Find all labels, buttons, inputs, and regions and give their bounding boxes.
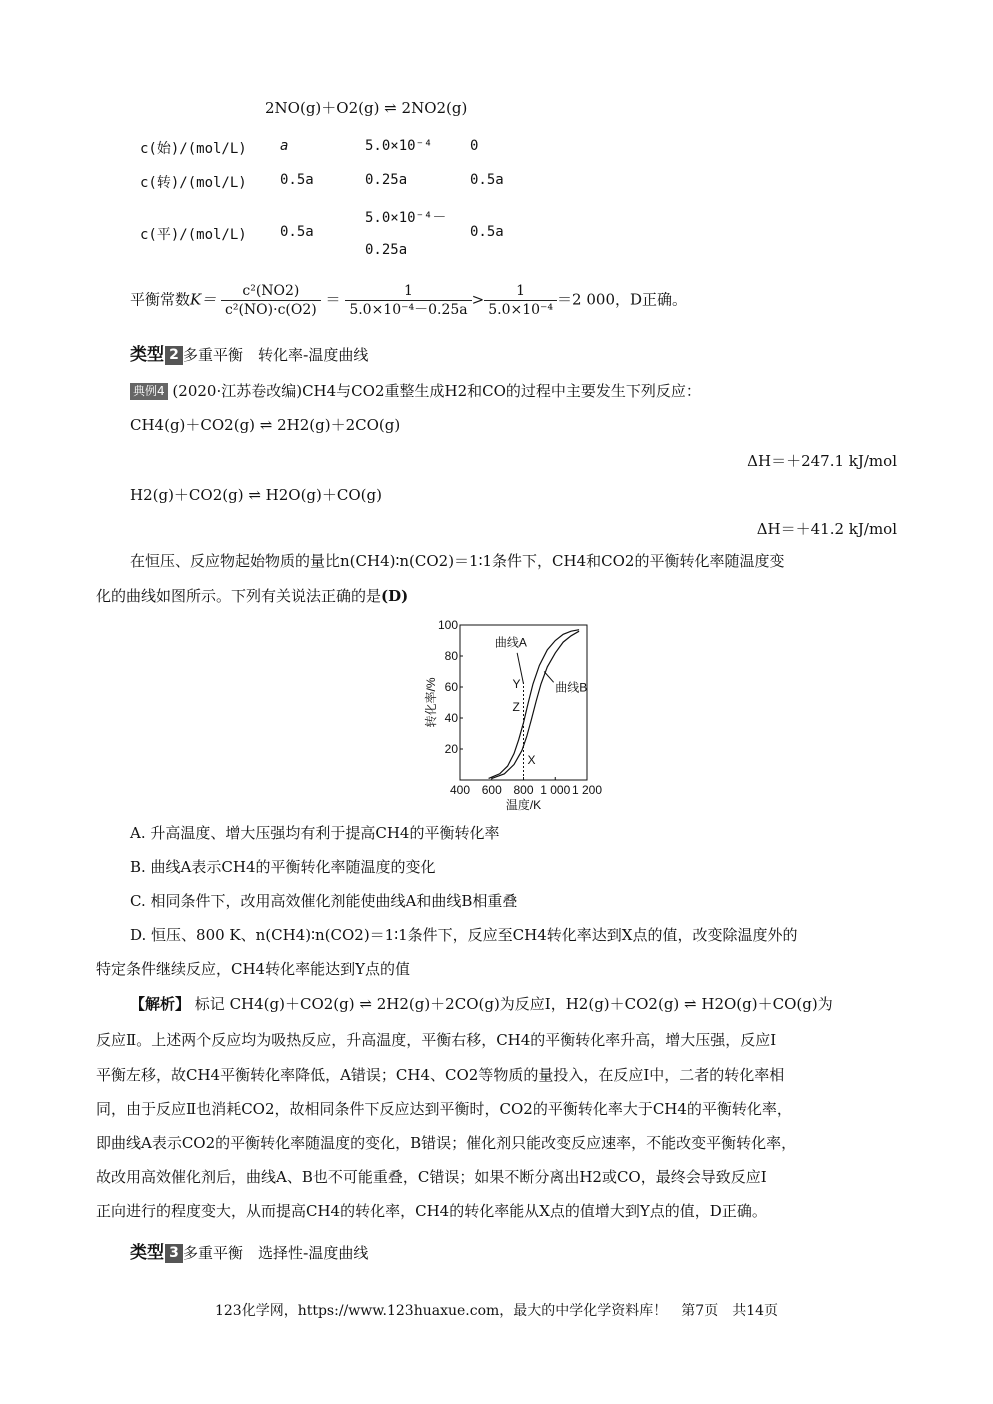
- row-equilibrium-label: c(平)/(mol/L): [140, 227, 247, 243]
- point-label-x: X: [527, 752, 536, 767]
- k-suffix: ＝2 000，D正确。: [557, 290, 688, 309]
- reaction-1: CH4(g)＋CO2(g) ⇌ 2H2(g)＋2CO(g): [130, 416, 401, 434]
- row-initial-c1: a: [280, 138, 289, 154]
- greater-sign: >: [471, 290, 485, 309]
- option-d-line-1: D. 恒压、800 K、n(CH4)∶n(CO2)＝1∶1条件下，反应至CH4转化率达到X点的值，改变除温度外的: [130, 926, 798, 944]
- type2-heading: [130, 340, 368, 366]
- chart-marks: [489, 630, 588, 780]
- fraction-2: [345, 282, 471, 319]
- y-tick-label: 80: [444, 649, 458, 663]
- answer-label: (D): [381, 587, 409, 605]
- series-label-b: 曲线B: [555, 680, 588, 695]
- stem-text: 化的曲线如图所示。下列有关说法正确的是: [96, 587, 382, 605]
- k-prefix: 平衡常数: [130, 290, 191, 309]
- delta-h-2: ΔH＝＋41.2 kJ/mol: [756, 520, 897, 538]
- x-tick-label: 1 000: [540, 783, 571, 797]
- k-expression: [130, 282, 687, 319]
- example4-intro: (2020·江苏卷改编)CH4与CO2重整生成H2和CO的过程中主要发生下列反应：: [172, 382, 701, 400]
- row-change-label: c(转)/(mol/L): [140, 175, 247, 191]
- option-b: B. 曲线A表示CH4的平衡转化率随温度的变化: [130, 858, 436, 876]
- analysis-line-6: 故改用高效催化剂后，曲线A、B也不可能重叠，C错误；如果不断分离出H2或CO，最终会导致反应Ⅰ: [96, 1168, 767, 1186]
- page-footer: 123化学网，https://www.123huaxue.com，最大的中学化学资料库！ 第7页 共14页: [214, 1303, 779, 1319]
- y-tick-label: 40: [444, 711, 458, 725]
- analysis-line-7: 正向进行的程度变大，从而提高CH4的转化率，CH4的转化率能从X点的值增大到Y点的值，D正确。: [96, 1202, 767, 1220]
- y-axis-label: 转化率/%: [424, 677, 438, 728]
- x-tick-label: 800: [513, 783, 534, 797]
- option-c: C. 相同条件下，改用高效催化剂能使曲线A和曲线B相重叠: [130, 892, 518, 910]
- series-label-a: 曲线A: [494, 635, 527, 650]
- x-axis-label: 温度/K: [505, 798, 542, 812]
- fraction-3-den: 5.0×10⁻⁴: [488, 302, 554, 318]
- option-a: A. 升高温度、增大压强均有利于提高CH4的平衡转化率: [130, 824, 500, 842]
- analysis-tag: 【解析】: [130, 995, 191, 1013]
- type2-tag: 类型: [130, 345, 164, 365]
- type3-num: 3: [165, 1244, 183, 1263]
- fraction-2-den: 5.0×10⁻⁴－0.25a: [349, 302, 468, 318]
- row-change-c2: 0.25a: [365, 172, 408, 188]
- analysis-line-2: 反应Ⅱ。上述两个反应均为吸热反应，升高温度，平衡右移，CH4的平衡转化率升高，增大压强，反应Ⅰ: [96, 1031, 777, 1049]
- row-initial-c2: 5.0×10⁻⁴: [365, 138, 433, 154]
- k-symbol: K＝: [190, 290, 217, 309]
- y-tick-label: 100: [437, 618, 458, 632]
- delta-h-1: ΔH＝＋247.1 kJ/mol: [747, 452, 897, 470]
- reaction-equation: 2NO(g)＋O2(g) ⇌ 2NO2(g): [265, 99, 468, 117]
- x-tick-label: 1 200: [571, 783, 603, 797]
- series-b-leader: [544, 672, 554, 683]
- point-label-z: Z: [512, 700, 520, 715]
- row-change-c3: 0.5a: [470, 172, 504, 188]
- stem-line-2: [96, 585, 408, 607]
- point-label-y: Y: [512, 676, 521, 691]
- fraction-1-den: c²(NO)·c(O2): [225, 302, 317, 318]
- type3-title: 多重平衡 选择性-温度曲线: [183, 1244, 369, 1262]
- x-tick-label: 600: [481, 783, 502, 797]
- analysis-l1-text: 标记 CH4(g)＋CO2(g) ⇌ 2H2(g)＋2CO(g)为反应Ⅰ，H2(g)＋CO2(g) ⇌ H2O(g)＋CO(g)为: [194, 995, 833, 1013]
- row-equilibrium-c1: 0.5a: [280, 224, 314, 240]
- row-initial-c3: 0: [470, 138, 479, 154]
- stem-line-1: 在恒压、反应物起始物质的量比n(CH4)∶n(CO2)＝1∶1条件下，CH4和CO2的平衡转化率随温度变: [130, 552, 785, 570]
- analysis-line-1: [130, 993, 833, 1015]
- option-d-line-2: 特定条件继续反应，CH4转化率能达到Y点的值: [96, 960, 411, 978]
- type2-num: 2: [165, 346, 183, 365]
- equals-sign: ＝: [325, 290, 341, 309]
- type3-heading: [130, 1238, 368, 1264]
- row-equilibrium-c3: 0.5a: [470, 224, 504, 240]
- fraction-1: [221, 282, 321, 319]
- analysis-line-3: 平衡左移，故CH4平衡转化率降低，A错误；CH4、CO2等物质的量投入，在反应Ⅰ中，二者的转化率相: [96, 1066, 785, 1084]
- y-tick-label: 60: [444, 680, 458, 694]
- type2-title: 多重平衡 转化率-温度曲线: [183, 346, 369, 364]
- row-equilibrium-c2a: 5.0×10⁻⁴－: [365, 210, 447, 226]
- analysis-line-5: 即曲线A表示CO2的平衡转化率随温度的变化，B错误；催化剂只能改变反应速率，不能改变平衡转化率，: [96, 1134, 797, 1152]
- fraction-3: [484, 282, 557, 319]
- example4-intro-line: [130, 380, 701, 402]
- conversion-chart: [415, 615, 615, 815]
- row-change-c1: 0.5a: [280, 172, 314, 188]
- row-equilibrium-c2b: 0.25a: [365, 242, 408, 258]
- fraction-2-num: 1: [345, 282, 471, 301]
- fraction-1-num: c²(NO2): [221, 282, 321, 301]
- x-tick-label: 400: [449, 783, 471, 797]
- example-tag: 典例4: [130, 383, 168, 400]
- y-tick-label: 20: [444, 742, 458, 756]
- type3-tag: 类型: [130, 1243, 164, 1263]
- row-initial-label: c(始)/(mol/L): [140, 141, 247, 157]
- fraction-3-num: 1: [484, 282, 557, 301]
- analysis-line-4: 同，由于反应Ⅱ也消耗CO2，故相同条件下反应达到平衡时，CO2的平衡转化率大于CH4的平衡转化率，: [96, 1100, 792, 1118]
- reaction-2: H2(g)＋CO2(g) ⇌ H2O(g)＋CO(g): [130, 486, 382, 504]
